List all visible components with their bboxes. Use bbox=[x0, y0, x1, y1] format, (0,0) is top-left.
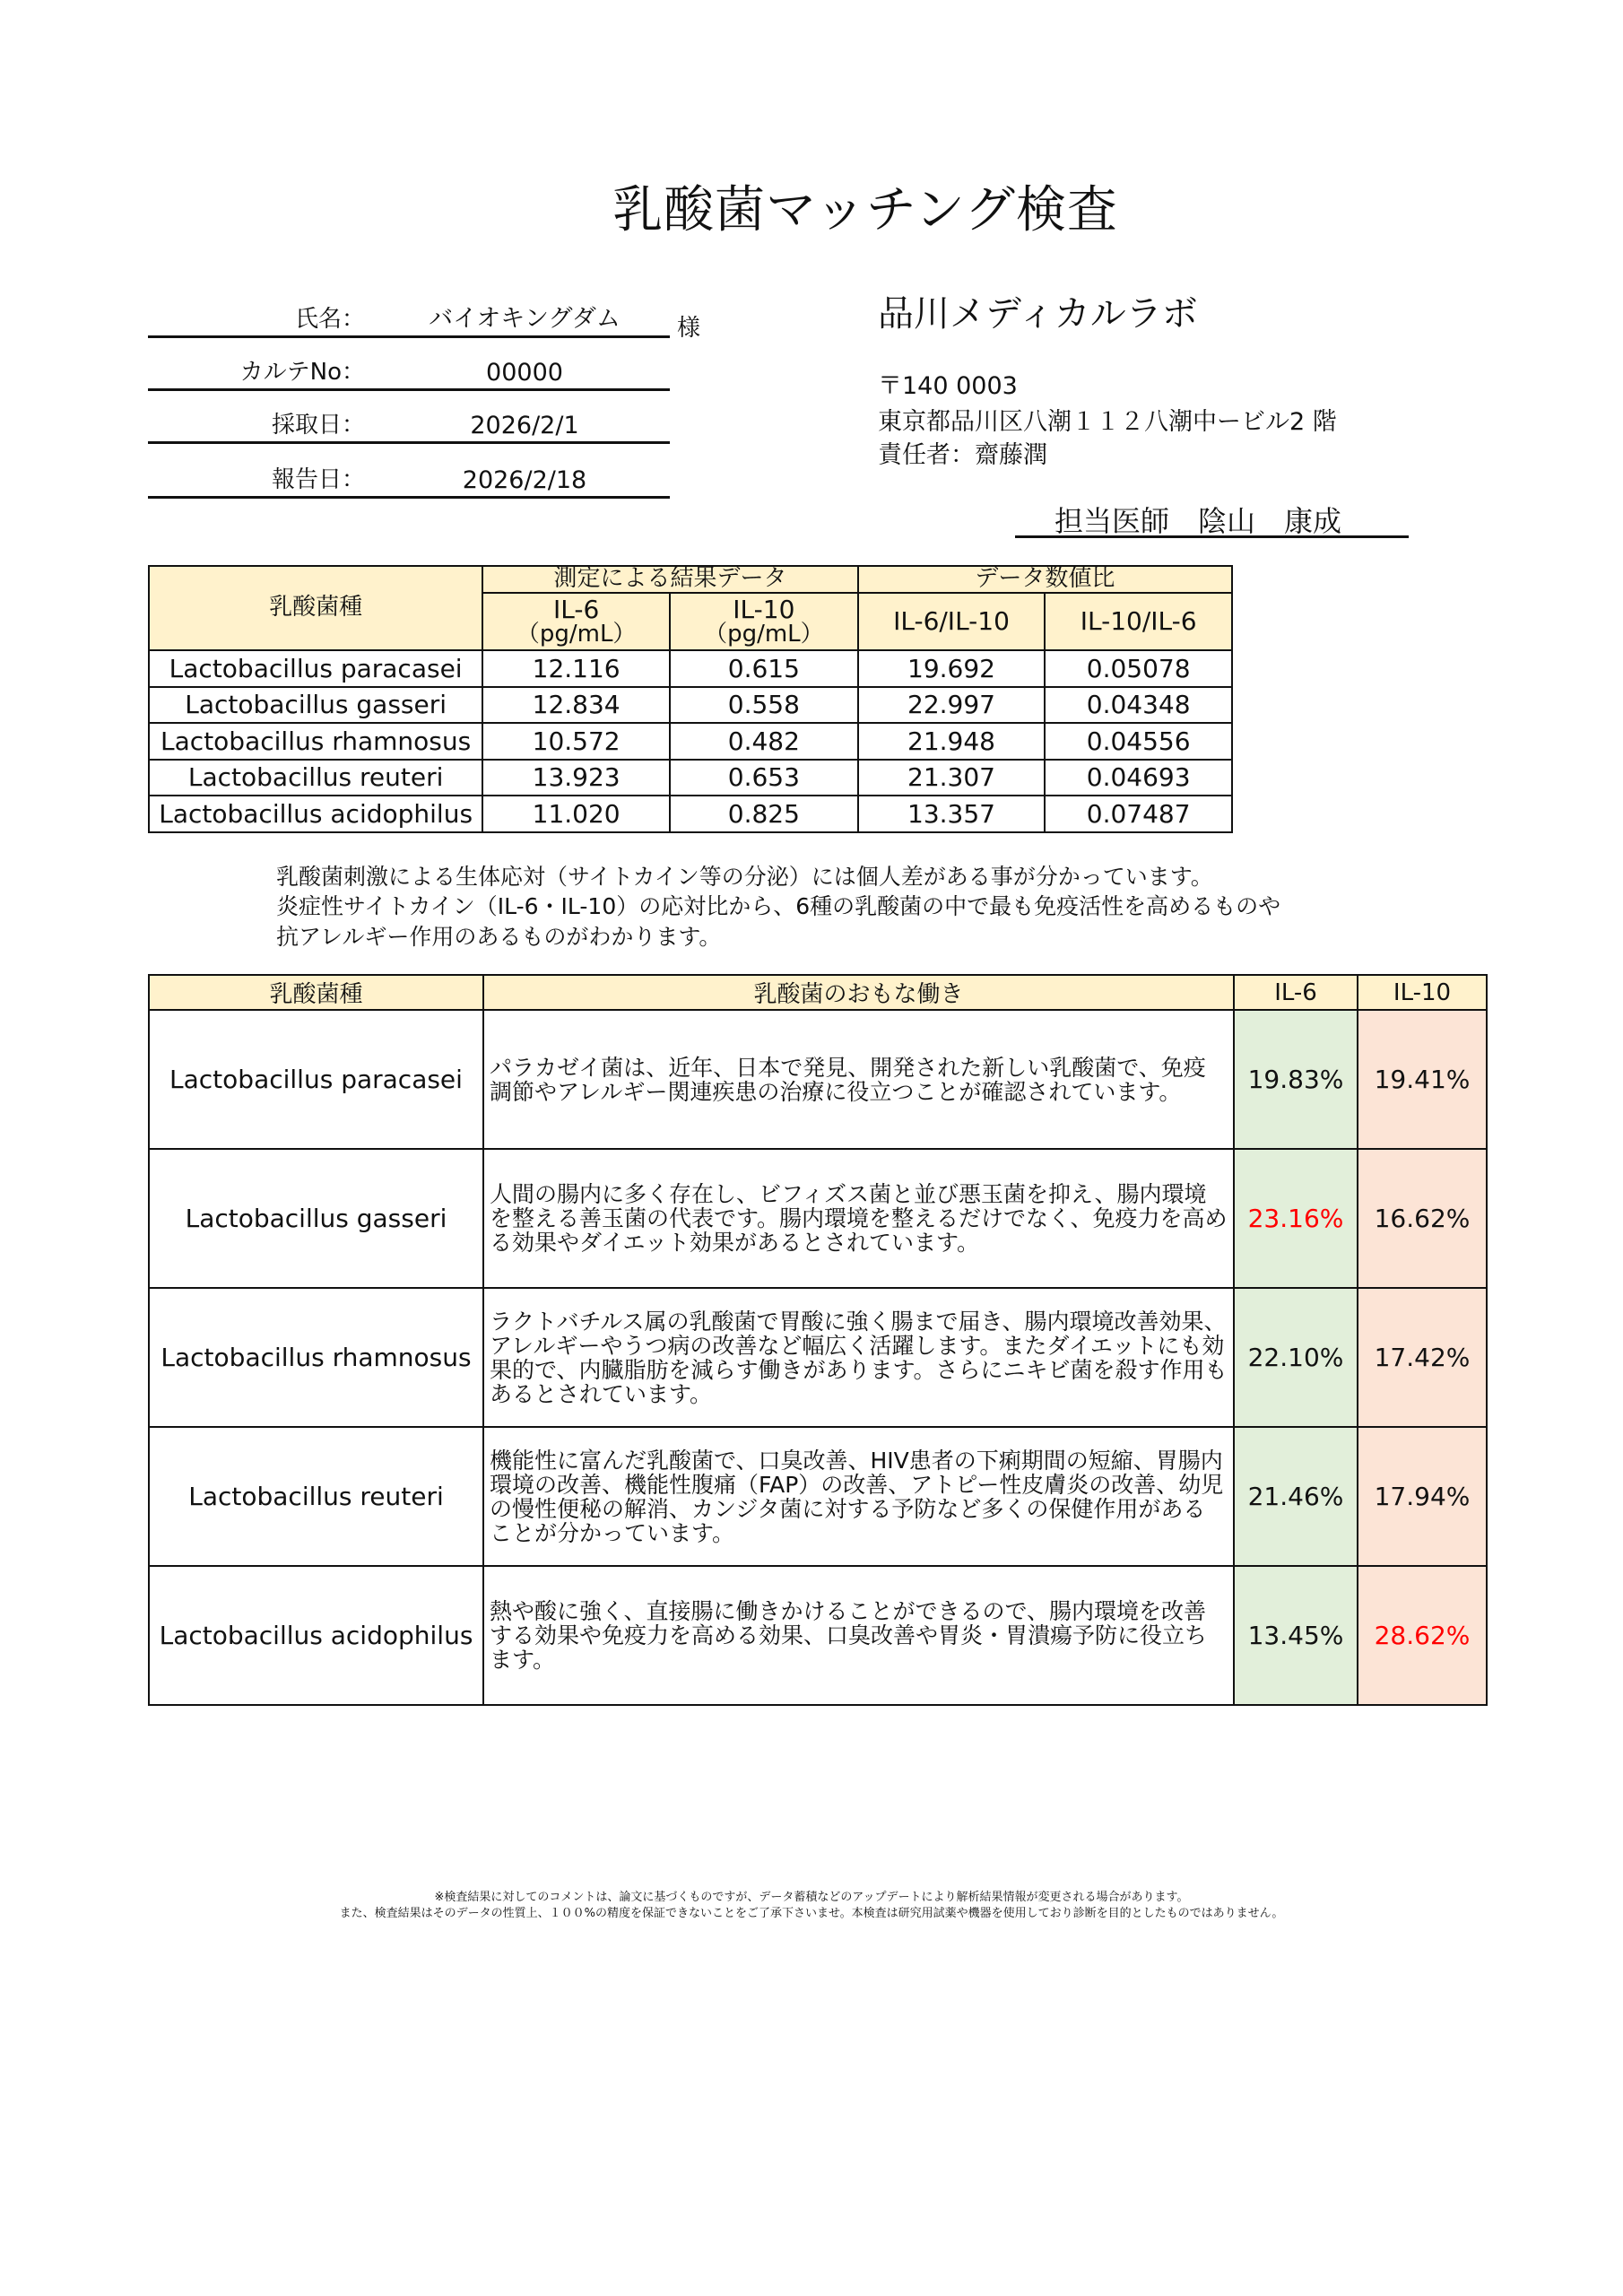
cell-r1: 21.948 bbox=[858, 723, 1046, 760]
field-value: 00000 bbox=[486, 359, 563, 387]
cell-il6: 13.923 bbox=[482, 760, 670, 796]
field-label: 氏名： bbox=[294, 306, 365, 333]
cell-r1: 13.357 bbox=[858, 796, 1046, 832]
header-il10: IL-10 bbox=[1358, 975, 1487, 1010]
intro-line: 抗アレルギー作用のあるものがわかります。 bbox=[276, 924, 722, 950]
cell-il10-percent: 19.41% bbox=[1358, 1010, 1487, 1149]
cell-description: ラクトバチルス属の乳酸菌で胃酸に強く腸まで届き、腸内環境改善効果、アレルギーやうつ病の改善など幅広く活躍します。またダイエットにも効果的で、内臓脂肪を減らす働きがあります。さらにニキビ菌を殺す作用もあるとされています。 bbox=[483, 1288, 1234, 1427]
cell-name: Lactobacillus acidophilus bbox=[149, 796, 482, 832]
patient-name-field bbox=[148, 302, 670, 338]
cell-il6-percent: 23.16% bbox=[1234, 1149, 1358, 1288]
cell-il6: 12.834 bbox=[482, 687, 670, 724]
lab-postal: 〒140 0003 bbox=[878, 372, 1018, 400]
il10-label: IL-10 bbox=[733, 594, 795, 624]
cell-description: パラカゼイ菌は、近年、日本で発見、開発された新しい乳酸菌で、免疫調節やアレルギー関連疾患の治療に役立つことが確認されています。 bbox=[483, 1010, 1234, 1149]
cell-name: Lactobacillus paracasei bbox=[149, 650, 482, 687]
unit-label: （pg/mL） bbox=[704, 621, 824, 648]
cell-il10-percent: 17.42% bbox=[1358, 1288, 1487, 1427]
lab-address: 東京都品川区八潮１１２八潮中ービル2 階 bbox=[878, 408, 1337, 436]
cell-il6: 12.116 bbox=[482, 650, 670, 687]
footer-note: また、検査結果はそのデータの性質上、１００%の精度を保証できないことをご了承下さいませ。本検査は研究用試薬や機器を使用しており診断を目的としたものではありません。 bbox=[339, 1907, 1284, 1920]
cell-r2: 0.04693 bbox=[1045, 760, 1232, 796]
cell-il6-percent: 21.46% bbox=[1234, 1427, 1358, 1566]
cell-il6-percent: 19.83% bbox=[1234, 1010, 1358, 1149]
header-il10-il6: IL-10/IL-6 bbox=[1045, 593, 1232, 650]
cell-il10: 0.653 bbox=[670, 760, 858, 796]
cell-r2: 0.04556 bbox=[1045, 723, 1232, 760]
table-row bbox=[149, 1427, 1487, 1566]
cell-name: Lactobacillus gasseri bbox=[149, 687, 482, 724]
header-species: 乳酸菌種 bbox=[149, 566, 482, 650]
cell-il6: 10.572 bbox=[482, 723, 670, 760]
table-row bbox=[149, 723, 1232, 760]
field-label: 採取日： bbox=[271, 412, 365, 439]
honorific: 様 bbox=[677, 315, 701, 342]
table-row bbox=[149, 1149, 1487, 1288]
cell-species: Lactobacillus rhamnosus bbox=[149, 1288, 483, 1427]
cell-il6: 11.020 bbox=[482, 796, 670, 832]
lab-manager: 責任者：齋藤潤 bbox=[878, 441, 1047, 469]
measurement-table bbox=[148, 565, 1233, 833]
report-date-field bbox=[148, 463, 670, 499]
cell-il10: 0.558 bbox=[670, 687, 858, 724]
cell-il10: 0.825 bbox=[670, 796, 858, 832]
field-label: カルテNo： bbox=[239, 359, 365, 386]
il6-label: IL-6 bbox=[552, 594, 600, 624]
header-description: 乳酸菌のおもな働き bbox=[483, 975, 1234, 1010]
cell-r2: 0.04348 bbox=[1045, 687, 1232, 724]
unit-label: （pg/mL） bbox=[516, 621, 637, 648]
cell-il10: 0.482 bbox=[670, 723, 858, 760]
cell-il10: 0.615 bbox=[670, 650, 858, 687]
header-il6: IL-6 bbox=[1234, 975, 1358, 1010]
table-row bbox=[149, 687, 1232, 724]
table-row bbox=[149, 760, 1232, 796]
table-row bbox=[149, 1566, 1487, 1705]
field-value: 2026/2/18 bbox=[462, 466, 587, 494]
cell-species: Lactobacillus gasseri bbox=[149, 1149, 483, 1288]
table-row bbox=[149, 1010, 1487, 1149]
cell-name: Lactobacillus rhamnosus bbox=[149, 723, 482, 760]
header-il10 bbox=[670, 593, 858, 650]
table-row bbox=[149, 796, 1232, 832]
footer-note: ※検査結果に対してのコメントは、論文に基づくものですが、データ蓄積などのアップデートにより解析結果情報が変更される場合があります。 bbox=[434, 1891, 1189, 1904]
cell-name: Lactobacillus reuteri bbox=[149, 760, 482, 796]
field-value: 2026/2/1 bbox=[470, 412, 579, 439]
cell-description: 熱や酸に強く、直接腸に働きかけることができるので、腸内環境を改善する効果や免疫力を高める効果、口臭改善や胃炎・胃潰瘍予防に役立ちます。 bbox=[483, 1566, 1234, 1705]
doctor-name: 担当医師 陰山 康成 bbox=[1015, 499, 1409, 538]
cell-r1: 22.997 bbox=[858, 687, 1046, 724]
species-effects-table bbox=[148, 974, 1488, 1706]
header-species: 乳酸菌種 bbox=[149, 975, 483, 1010]
cell-r2: 0.05078 bbox=[1045, 650, 1232, 687]
cell-il6-percent: 22.10% bbox=[1234, 1288, 1358, 1427]
cell-r1: 19.692 bbox=[858, 650, 1046, 687]
cell-description: 人間の腸内に多く存在し、ビフィズス菌と並び悪玉菌を抑え、腸内環境を整える善玉菌の代表です。腸内環境を整えるだけでなく、免疫力を高める効果やダイエット効果があるとされています。 bbox=[483, 1149, 1234, 1288]
field-value: バイオキングダム bbox=[429, 305, 621, 333]
intro-line: 乳酸菌刺激による生体応対（サイトカイン等の分泌）には個人差がある事が分かっています。 bbox=[276, 864, 1213, 890]
header-measured: 測定による結果データ bbox=[482, 566, 857, 593]
collection-date-field bbox=[148, 408, 670, 444]
chart-no-field bbox=[148, 355, 670, 391]
cell-il10-percent: 28.62% bbox=[1358, 1566, 1487, 1705]
cell-il10-percent: 17.94% bbox=[1358, 1427, 1487, 1566]
field-label: 報告日： bbox=[271, 466, 365, 493]
header-ratio: データ数値比 bbox=[858, 566, 1232, 593]
cell-r2: 0.07487 bbox=[1045, 796, 1232, 832]
lab-name: 品川メディカルラボ bbox=[878, 293, 1198, 335]
cell-species: Lactobacillus acidophilus bbox=[149, 1566, 483, 1705]
cell-species: Lactobacillus paracasei bbox=[149, 1010, 483, 1149]
table-row bbox=[149, 650, 1232, 687]
intro-line: 炎症性サイトカイン（IL-6・IL-10）の応対比から、6種の乳酸菌の中で最も免疫活性を高めるものや bbox=[276, 893, 1281, 919]
cell-il10-percent: 16.62% bbox=[1358, 1149, 1487, 1288]
cell-r1: 21.307 bbox=[858, 760, 1046, 796]
cell-description: 機能性に富んだ乳酸菌で、口臭改善、HIV患者の下痢期間の短縮、胃腸内環境の改善、機能性腹痛（FAP）の改善、アトピー性皮膚炎の改善、幼児の慢性便秘の解消、カンジタ菌に対する予防など多くの保健作用があることが分かっています。 bbox=[483, 1427, 1234, 1566]
page-title: 乳酸菌マッチング検査 bbox=[612, 181, 1118, 239]
cell-species: Lactobacillus reuteri bbox=[149, 1427, 483, 1566]
cell-il6-percent: 13.45% bbox=[1234, 1566, 1358, 1705]
header-il6-il10: IL-6/IL-10 bbox=[858, 593, 1046, 650]
header-il6 bbox=[482, 593, 670, 650]
table-row bbox=[149, 1288, 1487, 1427]
